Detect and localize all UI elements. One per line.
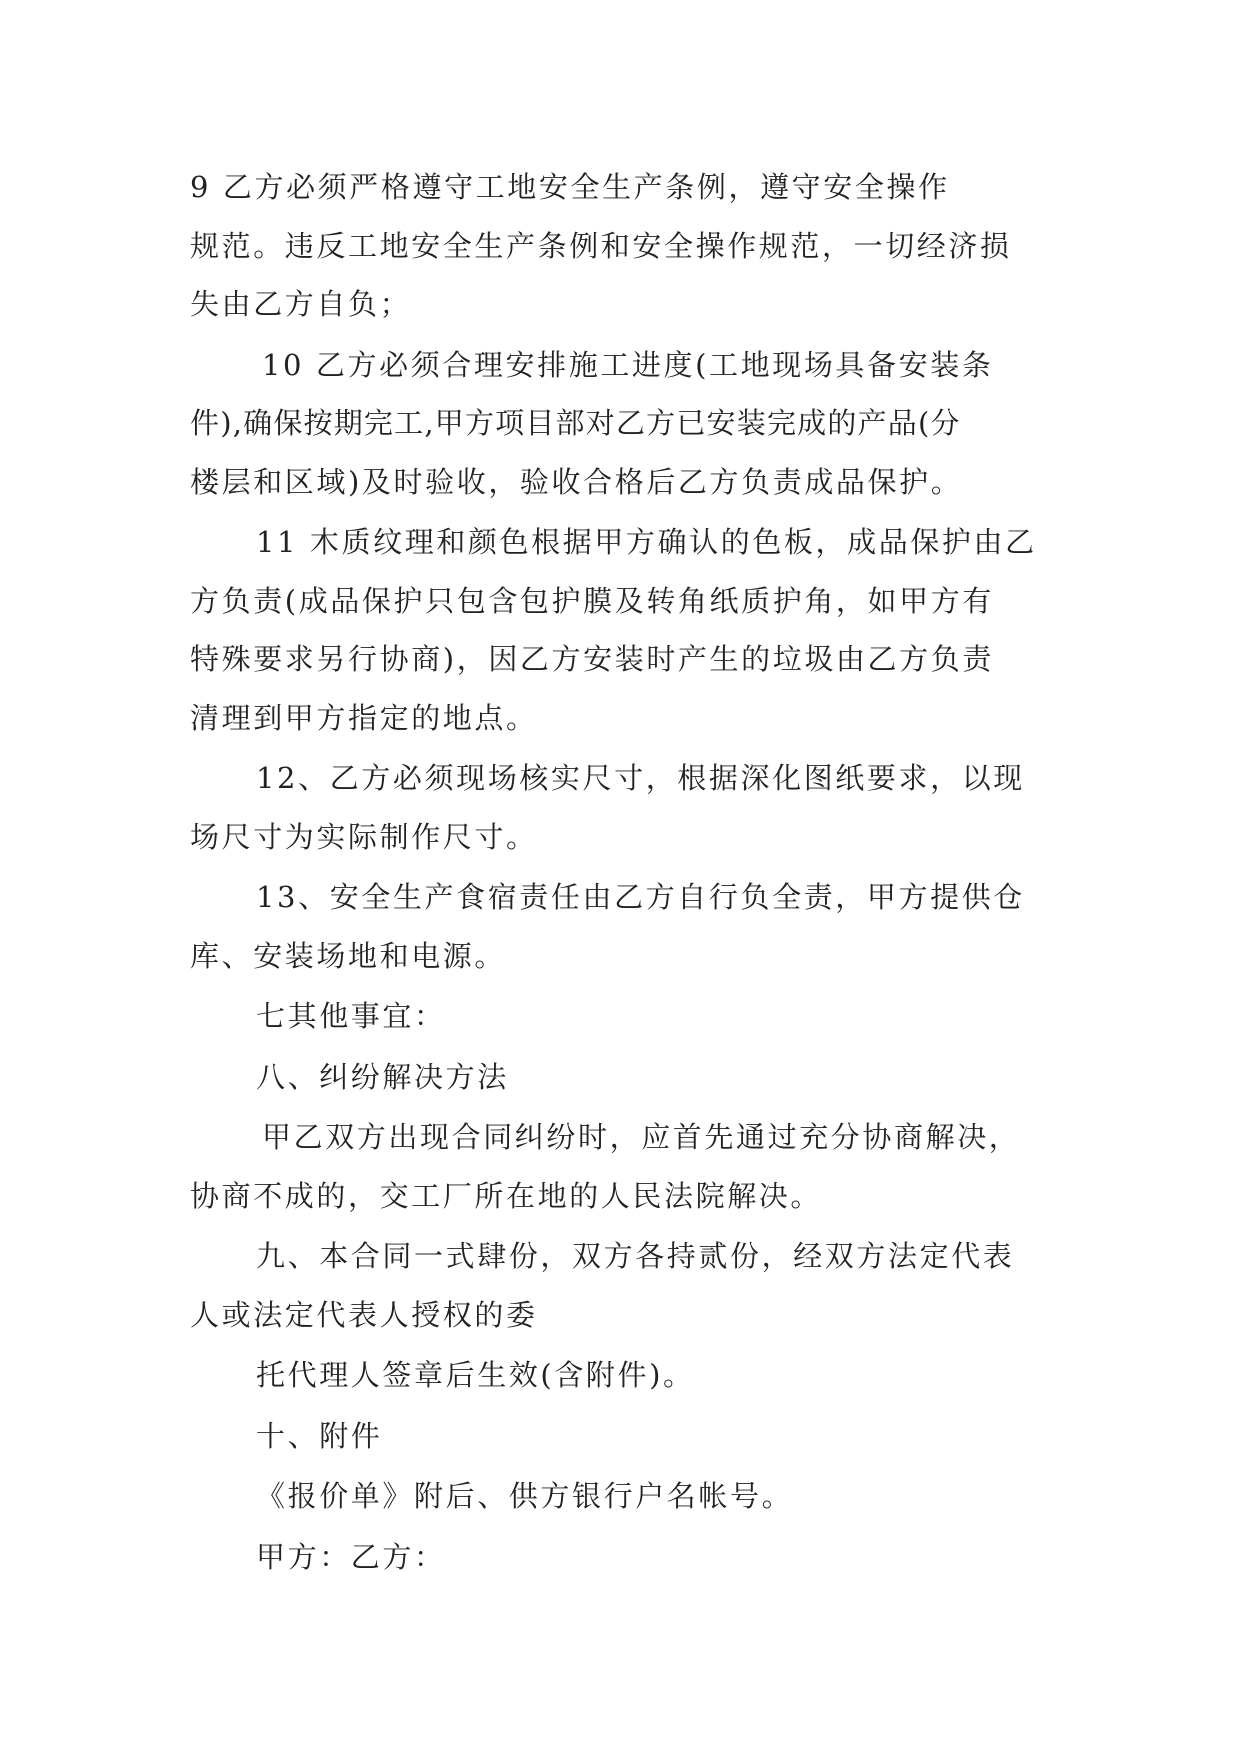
text-line: 托代理人签章后生效(含附件)。 bbox=[256, 1358, 695, 1392]
text-line: 《报价单》附后、供方银行户名帐号。 bbox=[256, 1479, 794, 1513]
section-7-heading bbox=[190, 987, 1060, 1046]
text-line: 库、安装场地和电源。 bbox=[190, 938, 507, 973]
text-line: 13、安全生产食宿责任由乙方自行负全责，甲方提供仓 bbox=[256, 880, 1025, 914]
text-line: 10 乙方必须合理安排施工进度(工地现场具备安装条 bbox=[262, 347, 994, 382]
clause-9 bbox=[190, 158, 1060, 334]
section-9-continued bbox=[190, 1346, 1060, 1405]
text-line: 方负责(成品保护只包含包护膜及转角纸质护角，如甲方有 bbox=[190, 583, 994, 618]
text-line: 协商不成的，交工厂所在地的人民法院解决。 bbox=[190, 1178, 823, 1213]
text-line: 规范。违反工地安全生产条例和安全操作规范，一切经济损 bbox=[190, 228, 1012, 263]
text-line: 甲方：乙方： bbox=[256, 1539, 446, 1574]
text-line: 9 乙方必须严格遵守工地安全生产条例，遵守安全操作 bbox=[190, 170, 950, 204]
text-line: 场尺寸为实际制作尺寸。 bbox=[190, 819, 538, 854]
section-10-body bbox=[190, 1467, 1060, 1526]
section-9 bbox=[190, 1227, 1060, 1344]
section-8-heading bbox=[190, 1048, 1060, 1107]
text-line: 11 木质纹理和颜色根据甲方确认的色板，成品保护由乙 bbox=[256, 525, 1037, 559]
section-10-heading bbox=[190, 1407, 1060, 1466]
clause-10 bbox=[190, 336, 1060, 512]
text-line: 甲乙双方出现合同纠纷时，应首先通过充分协商解决， bbox=[262, 1120, 1021, 1154]
text-line: 八、纠纷解决方法 bbox=[256, 1059, 509, 1094]
text-line: 九、本合同一式肆份，双方各持贰份，经双方法定代表 bbox=[256, 1239, 1015, 1273]
clause-12 bbox=[190, 749, 1060, 866]
clause-11 bbox=[190, 513, 1060, 747]
text-line: 特殊要求另行协商)，因乙方安装时产生的垃圾由乙方负责 bbox=[190, 642, 994, 676]
signature-line bbox=[190, 1528, 1060, 1587]
text-line: 人或法定代表人授权的委 bbox=[190, 1297, 538, 1332]
text-line: 十、附件 bbox=[256, 1418, 383, 1453]
clause-13 bbox=[190, 868, 1060, 985]
text-line: 件),确保按期完工,甲方项目部对乙方已安装完成的产品(分 bbox=[190, 406, 961, 440]
section-8-body bbox=[190, 1108, 1060, 1225]
text-line: 楼层和区域)及时验收，验收合格后乙方负责成品保护。 bbox=[190, 464, 963, 499]
document-body bbox=[190, 158, 1060, 1588]
text-line: 12、乙方必须现场核实尺寸，根据深化图纸要求，以现 bbox=[256, 761, 1025, 795]
text-line: 七其他事宜： bbox=[256, 999, 446, 1033]
text-line: 失由乙方自负； bbox=[190, 287, 412, 321]
text-line: 清理到甲方指定的地点。 bbox=[190, 700, 538, 735]
